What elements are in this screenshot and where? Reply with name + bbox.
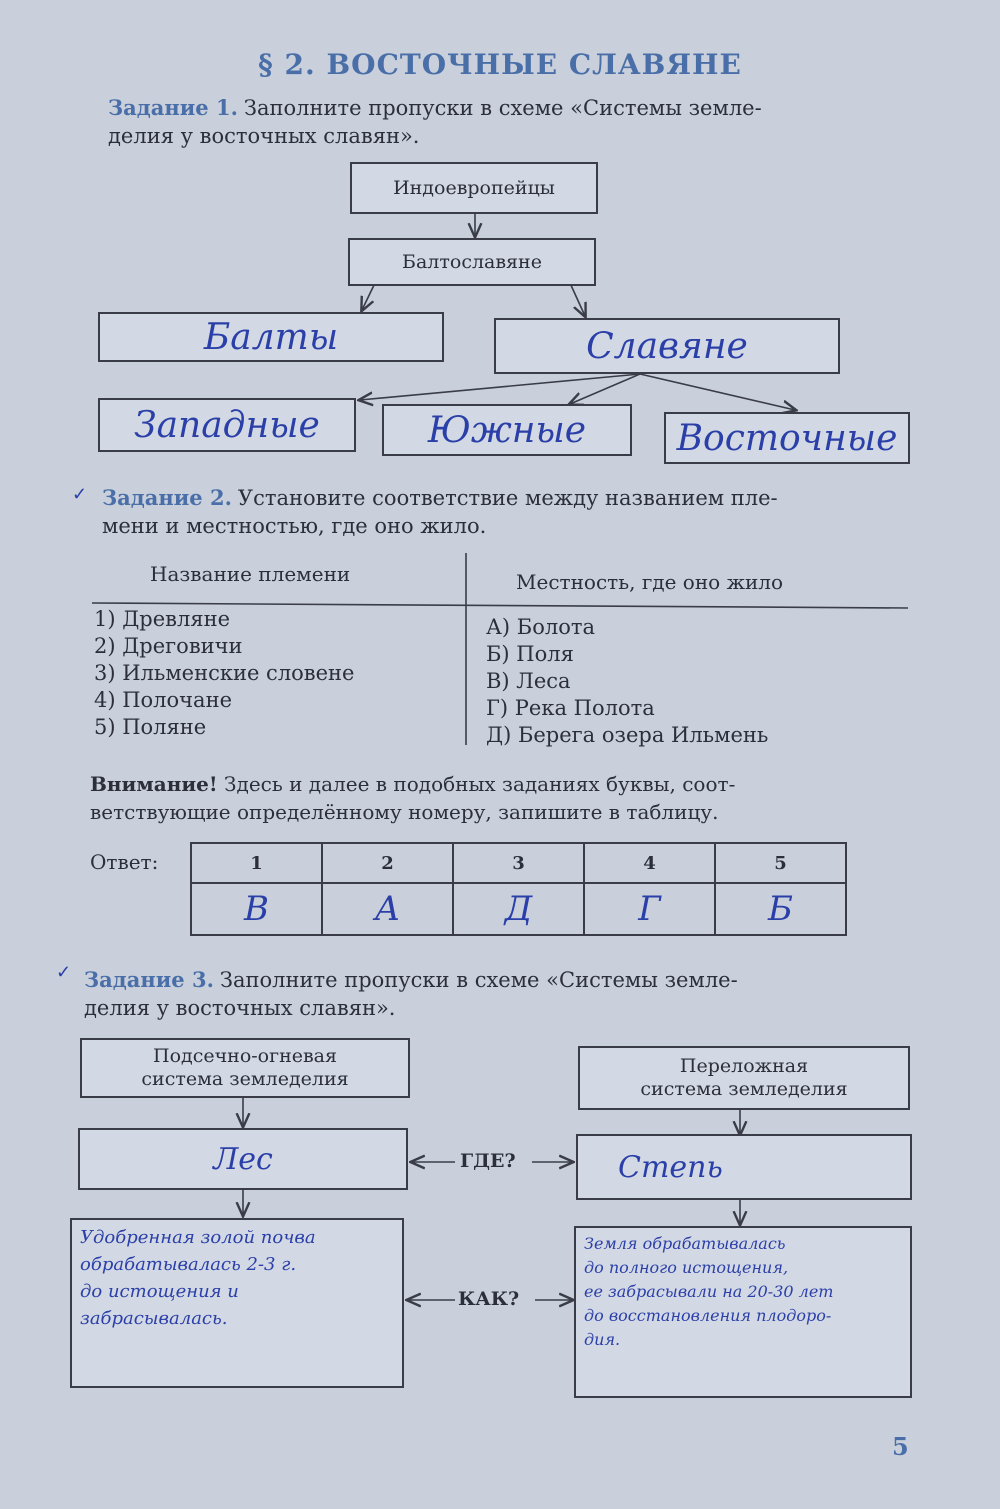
answer-cell[interactable]: А xyxy=(322,883,453,935)
left-how-line: обрабатывалась 2-3 г. xyxy=(80,1254,297,1275)
task2-label: Задание 2. xyxy=(102,485,232,510)
place-item: Б) Поля xyxy=(486,642,574,666)
answer-cell[interactable]: В xyxy=(191,883,322,935)
right-how-line: до полного истощения, xyxy=(584,1258,789,1277)
task3-text-line2: делия у восточных славян». xyxy=(84,996,396,1020)
answer-number: 2 xyxy=(322,843,453,883)
box-indoeuropeans: Индоевропейцы xyxy=(350,162,598,214)
left-how-line: Удобренная золой почва xyxy=(80,1227,316,1248)
place-item: Г) Река Полота xyxy=(486,696,655,720)
fallow-line1: Переложная xyxy=(679,1055,809,1077)
box-balts: Балты xyxy=(98,312,444,362)
tribe-item: 3) Ильменские словене xyxy=(94,661,355,685)
right-how-line: дия. xyxy=(584,1330,621,1349)
right-how-line: до восстановления плодоро- xyxy=(584,1306,832,1325)
answer-cell[interactable]: Б xyxy=(715,883,846,935)
task3-heading xyxy=(84,966,924,1022)
tribe-item: 4) Полочане xyxy=(94,688,232,712)
box-slavs: Славяне xyxy=(494,318,840,374)
slash-burn-line1: Подсечно-огневая xyxy=(153,1045,337,1067)
how-label: КАК? xyxy=(458,1288,520,1310)
page-number: 5 xyxy=(892,1432,909,1461)
box-baltoslavs: Балтославяне xyxy=(348,238,596,286)
task2-text-line1: Установите соответствие между названием пле- xyxy=(237,486,778,510)
page-title: § 2. ВОСТОЧНЫЕ СЛАВЯНЕ xyxy=(258,48,742,81)
answer-cell[interactable]: Д xyxy=(453,883,584,935)
attention-line2: ветствующие определённому номеру, запишите в таблицу. xyxy=(90,800,719,824)
tribe-list xyxy=(94,606,354,741)
box-slash-and-burn xyxy=(80,1038,410,1098)
task3-label: Задание 3. xyxy=(84,967,214,992)
right-how-line: Земля обрабатывалась xyxy=(584,1234,786,1253)
check-mark-task2: ✓ xyxy=(72,484,88,505)
task1-text-line1: Заполните пропуски в схеме «Системы земле- xyxy=(243,96,762,120)
tribe-item: 5) Поляне xyxy=(94,715,207,739)
tribe-column-header: Название племени xyxy=(150,562,351,586)
left-how-line: до истощения и xyxy=(80,1281,239,1302)
where-label: ГДЕ? xyxy=(460,1150,516,1172)
slash-burn-line2: система земледелия xyxy=(141,1068,349,1090)
task3-text-line1: Заполните пропуски в схеме «Системы земле- xyxy=(219,968,738,992)
answer-number: 4 xyxy=(584,843,715,883)
task2-heading xyxy=(102,484,922,540)
answer-number: 1 xyxy=(191,843,322,883)
answer-table xyxy=(190,842,847,936)
attention-bold: Внимание! xyxy=(90,772,218,796)
fallow-line2: система земледелия xyxy=(640,1078,848,1100)
tribe-item: 1) Древляне xyxy=(94,607,231,631)
place-column-header: Местность, где оно жило xyxy=(516,570,784,594)
left-how-line: забрасывалась. xyxy=(80,1308,228,1329)
answer-label: Ответ: xyxy=(90,850,159,874)
box-west-slavs: Западные xyxy=(98,398,356,452)
task1-label: Задание 1. xyxy=(108,95,238,120)
answer-number: 5 xyxy=(715,843,846,883)
box-fallow xyxy=(578,1046,910,1110)
task1-text-line2: делия у восточных славян». xyxy=(108,124,420,148)
task2-text-line2: мени и местностью, где оно жило. xyxy=(102,514,487,538)
box-east-slavs: Восточные xyxy=(664,412,910,464)
place-list xyxy=(486,614,768,749)
place-item: Д) Берега озера Ильмень xyxy=(486,723,769,747)
box-right-where: Степь xyxy=(576,1134,912,1200)
box-right-how xyxy=(574,1226,912,1398)
check-mark-task3: ✓ xyxy=(56,962,72,983)
attention-note xyxy=(90,770,920,826)
place-item: А) Болота xyxy=(486,615,595,639)
answer-number: 3 xyxy=(453,843,584,883)
box-left-how xyxy=(70,1218,404,1388)
attention-line1: Здесь и далее в подобных заданиях буквы, соот- xyxy=(224,772,736,796)
place-item: В) Леса xyxy=(486,669,571,693)
answer-cell[interactable]: Г xyxy=(584,883,715,935)
box-south-slavs: Южные xyxy=(382,404,632,456)
right-how-line: ее забрасывали на 20-30 лет xyxy=(584,1282,834,1301)
box-left-where: Лес xyxy=(78,1128,408,1190)
tribe-item: 2) Дреговичи xyxy=(94,634,243,658)
